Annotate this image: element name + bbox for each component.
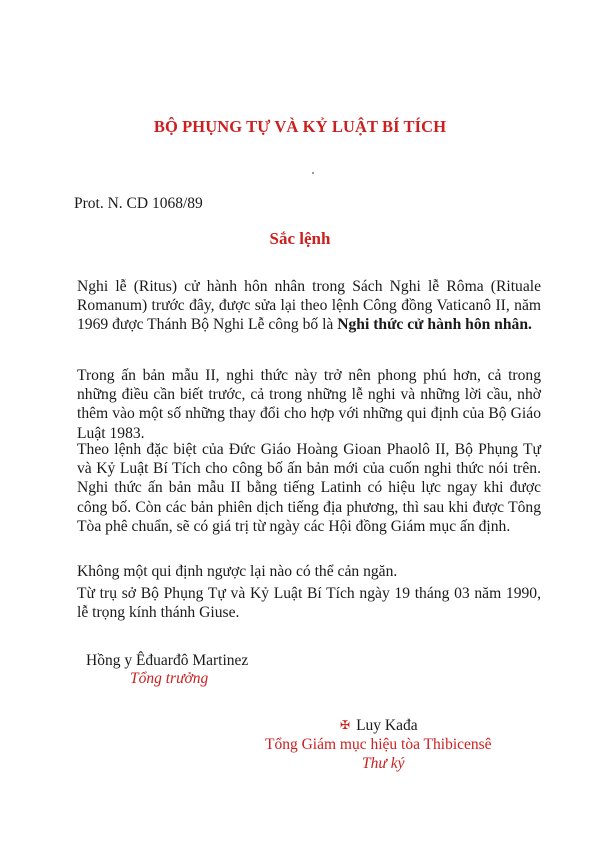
- paragraph-2: Trong ấn bản mẫu II, nghi thức này trở nên phong phú hơn, cả trong những điều cần biết trước, cả trong những lễ nghi và những lời cầu, nhờ thêm vào một số những thay đổi cho hợp với những qui định của Bộ Giáo Luật 1983.: [77, 367, 541, 442]
- paragraph-5: Từ trụ sở Bộ Phụng Tự và Kỷ Luật Bí Tích ngày 19 tháng 03 năm 1990, lễ trọng kính thánh Giuse.: [77, 585, 541, 622]
- cross-icon: ✠: [340, 718, 351, 732]
- decree-title: Sắc lệnh: [269, 229, 331, 248]
- paragraph-1-bold: Nghi thức cử hành hôn nhân.: [337, 316, 532, 334]
- signatory-right-name: Luy Kađa: [356, 717, 418, 734]
- signatory-right-title: Tổng Giám mục hiệu tòa Thibicensê: [265, 736, 492, 753]
- paragraph-4: Không một qui định ngược lại nào có thể cản ngăn.: [77, 563, 398, 580]
- paragraph-1-text: Nghi lễ (Ritus) cử hành hôn nhân trong Sách Nghi lễ Rôma (Rituale Romanum) trước đây, được sửa lại theo lệnh Công đồng Vaticanô II, năm 1969 được Thánh Bộ Nghi Lễ công bố là: [77, 278, 541, 334]
- paragraph-3: Theo lệnh đặc biệt của Đức Giáo Hoàng Gioan Phaolô II, Bộ Phụng Tự và Kỷ Luật Bí Tích cho công bố ấn bản mới của cuốn nghi thức nói trên. Nghi thức ấn bản mẫu II bằng tiếng Latinh có hiệu lực ngay khi được công bố. Còn các bản phiên dịch tiếng địa phương, thì sau khi được Tông Tòa phê chuẩn, sẽ có giá trị từ ngày các Hội đồng Giám mục ấn định.: [77, 441, 541, 535]
- signatory-right: [340, 717, 418, 735]
- signatory-left-role: Tổng trưởng: [130, 670, 209, 687]
- protocol-number: Prot. N. CD 1068/89: [74, 195, 203, 212]
- signatory-right-role: Thư ký: [362, 755, 405, 772]
- paragraph-1: [77, 277, 541, 335]
- ink-dot: [312, 172, 314, 174]
- signatory-left-name: Hồng y Êđuarđô Martinez: [86, 652, 249, 669]
- page-title: BỘ PHỤNG TỰ VÀ KỶ LUẬT BÍ TÍCH: [153, 117, 447, 136]
